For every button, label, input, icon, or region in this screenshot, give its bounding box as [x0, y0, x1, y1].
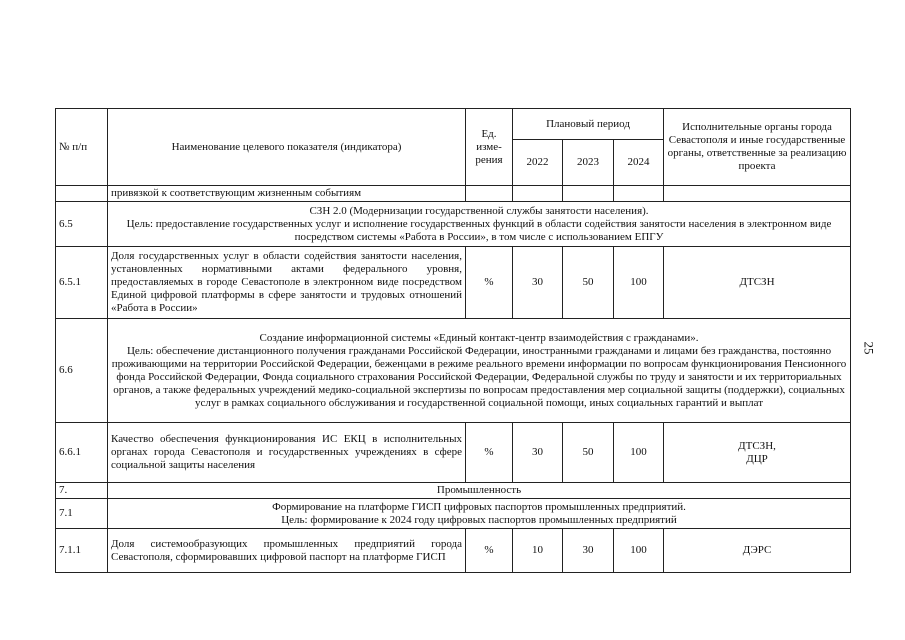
row-2024: 100	[614, 247, 664, 319]
table-row	[56, 247, 851, 319]
section-goal: Цель: формирование к 2024 году цифровых паспортов промышленных предприятий	[281, 513, 677, 526]
row-exec: ДТСЗН	[664, 247, 851, 319]
section-title: Промышленность	[108, 483, 851, 499]
section-cell	[108, 319, 851, 423]
section-title: Формирование на платформе ГИСП цифровых паспортов промышленных предприятий.	[272, 500, 686, 513]
table-row	[56, 499, 851, 529]
row-num: 6.6	[56, 319, 108, 423]
row-name: Доля государственных услуг в области содействия занятости населения, установленных нормативными актами федерального уровня, предоставляемых в городе Севастополе в электронном виде посредством Единой цифровой платформы в сфере занятости и трудовых отношений «Работа в России»	[108, 247, 466, 319]
row-num: 6.6.1	[56, 423, 108, 483]
row-2023: 50	[563, 247, 614, 319]
table-row	[56, 423, 851, 483]
section-goal: Цель: предоставление государственных услуг и исполнение государственных функций в области содействия занятости населения в электронном виде посредством системы «Работа в России», в том числе с использованием ЕПГУ	[126, 217, 832, 243]
header-name: Наименование целевого показателя (индикатора)	[108, 109, 466, 186]
table-row	[56, 319, 851, 423]
header-plan: Плановый период	[513, 109, 664, 140]
section-cell	[108, 202, 851, 247]
row-2023: 50	[563, 423, 614, 483]
table-row	[56, 202, 851, 247]
row-exec-1: ДТСЗН,	[738, 439, 776, 452]
row-num: 7.1.1	[56, 529, 108, 573]
section-cell	[108, 499, 851, 529]
row-unit: %	[466, 423, 513, 483]
header-exec: Исполнительные органы города Севастополя и иные государственные органы, ответственные за реализацию проекта	[664, 109, 851, 186]
section-goal: Цель: обеспечение дистанционного получения гражданами Российской Федерации, иностранными гражданами и лицами без гражданства, постоянно проживающими на территории Российской Федерации, беженцами в режиме реального времени информации по вопросам функционирования Пенсионного фонда Российской Федерации, Фонда социального страхования Российской Федерации, Федеральной службы по труду и занятости и их территориальных органов, а также федеральных учреждений медико-социальной экспертизы по вопросам предоставления мер социальной защиты (поддержки), социальных услуг в рамках социального обслуживания и государственной социальной помощи, иных социальных гарантий и выплат	[111, 344, 847, 409]
header-year-2022: 2022	[513, 140, 563, 186]
row-2022: 30	[513, 423, 563, 483]
header-year-2024: 2024	[614, 140, 664, 186]
indicators-table	[55, 108, 851, 573]
row-unit: %	[466, 247, 513, 319]
row-2024: 100	[614, 529, 664, 573]
table-row	[56, 529, 851, 573]
row-num: 6.5	[56, 202, 108, 247]
row-name: Качество обеспечения функционирования ИС ЕКЦ в исполнительных органах города Севастополя и государственных учреждениях в сфере социальной защиты населения	[108, 423, 466, 483]
row-name: привязкой к соответствующим жизненным событиям	[108, 186, 466, 202]
row-num: 7.1	[56, 499, 108, 529]
header-num: № п/п	[56, 109, 108, 186]
table-row	[56, 186, 851, 202]
row-2023: 30	[563, 529, 614, 573]
row-name: Доля системообразующих промышленных предприятий города Севастополя, сформировавших цифровой паспорт на платформе ГИСП	[108, 529, 466, 573]
row-2022: 10	[513, 529, 563, 573]
row-num: 6.5.1	[56, 247, 108, 319]
row-exec	[664, 423, 851, 483]
row-unit: %	[466, 529, 513, 573]
header-year-2023: 2023	[563, 140, 614, 186]
header-row	[56, 109, 851, 140]
header-unit: Ед. изме-рения	[466, 109, 513, 186]
table-row	[56, 483, 851, 499]
section-title: Создание информационной системы «Единый контакт-центр взаимодействия с гражданами».	[259, 331, 699, 344]
page-number: 25	[861, 341, 877, 355]
row-2024: 100	[614, 423, 664, 483]
row-exec-2: ДЦР	[746, 452, 768, 465]
row-num: 7.	[56, 483, 108, 499]
row-exec: ДЭРС	[664, 529, 851, 573]
row-2022: 30	[513, 247, 563, 319]
section-title: СЗН 2.0 (Модернизации государственной службы занятости населения).	[309, 204, 649, 217]
